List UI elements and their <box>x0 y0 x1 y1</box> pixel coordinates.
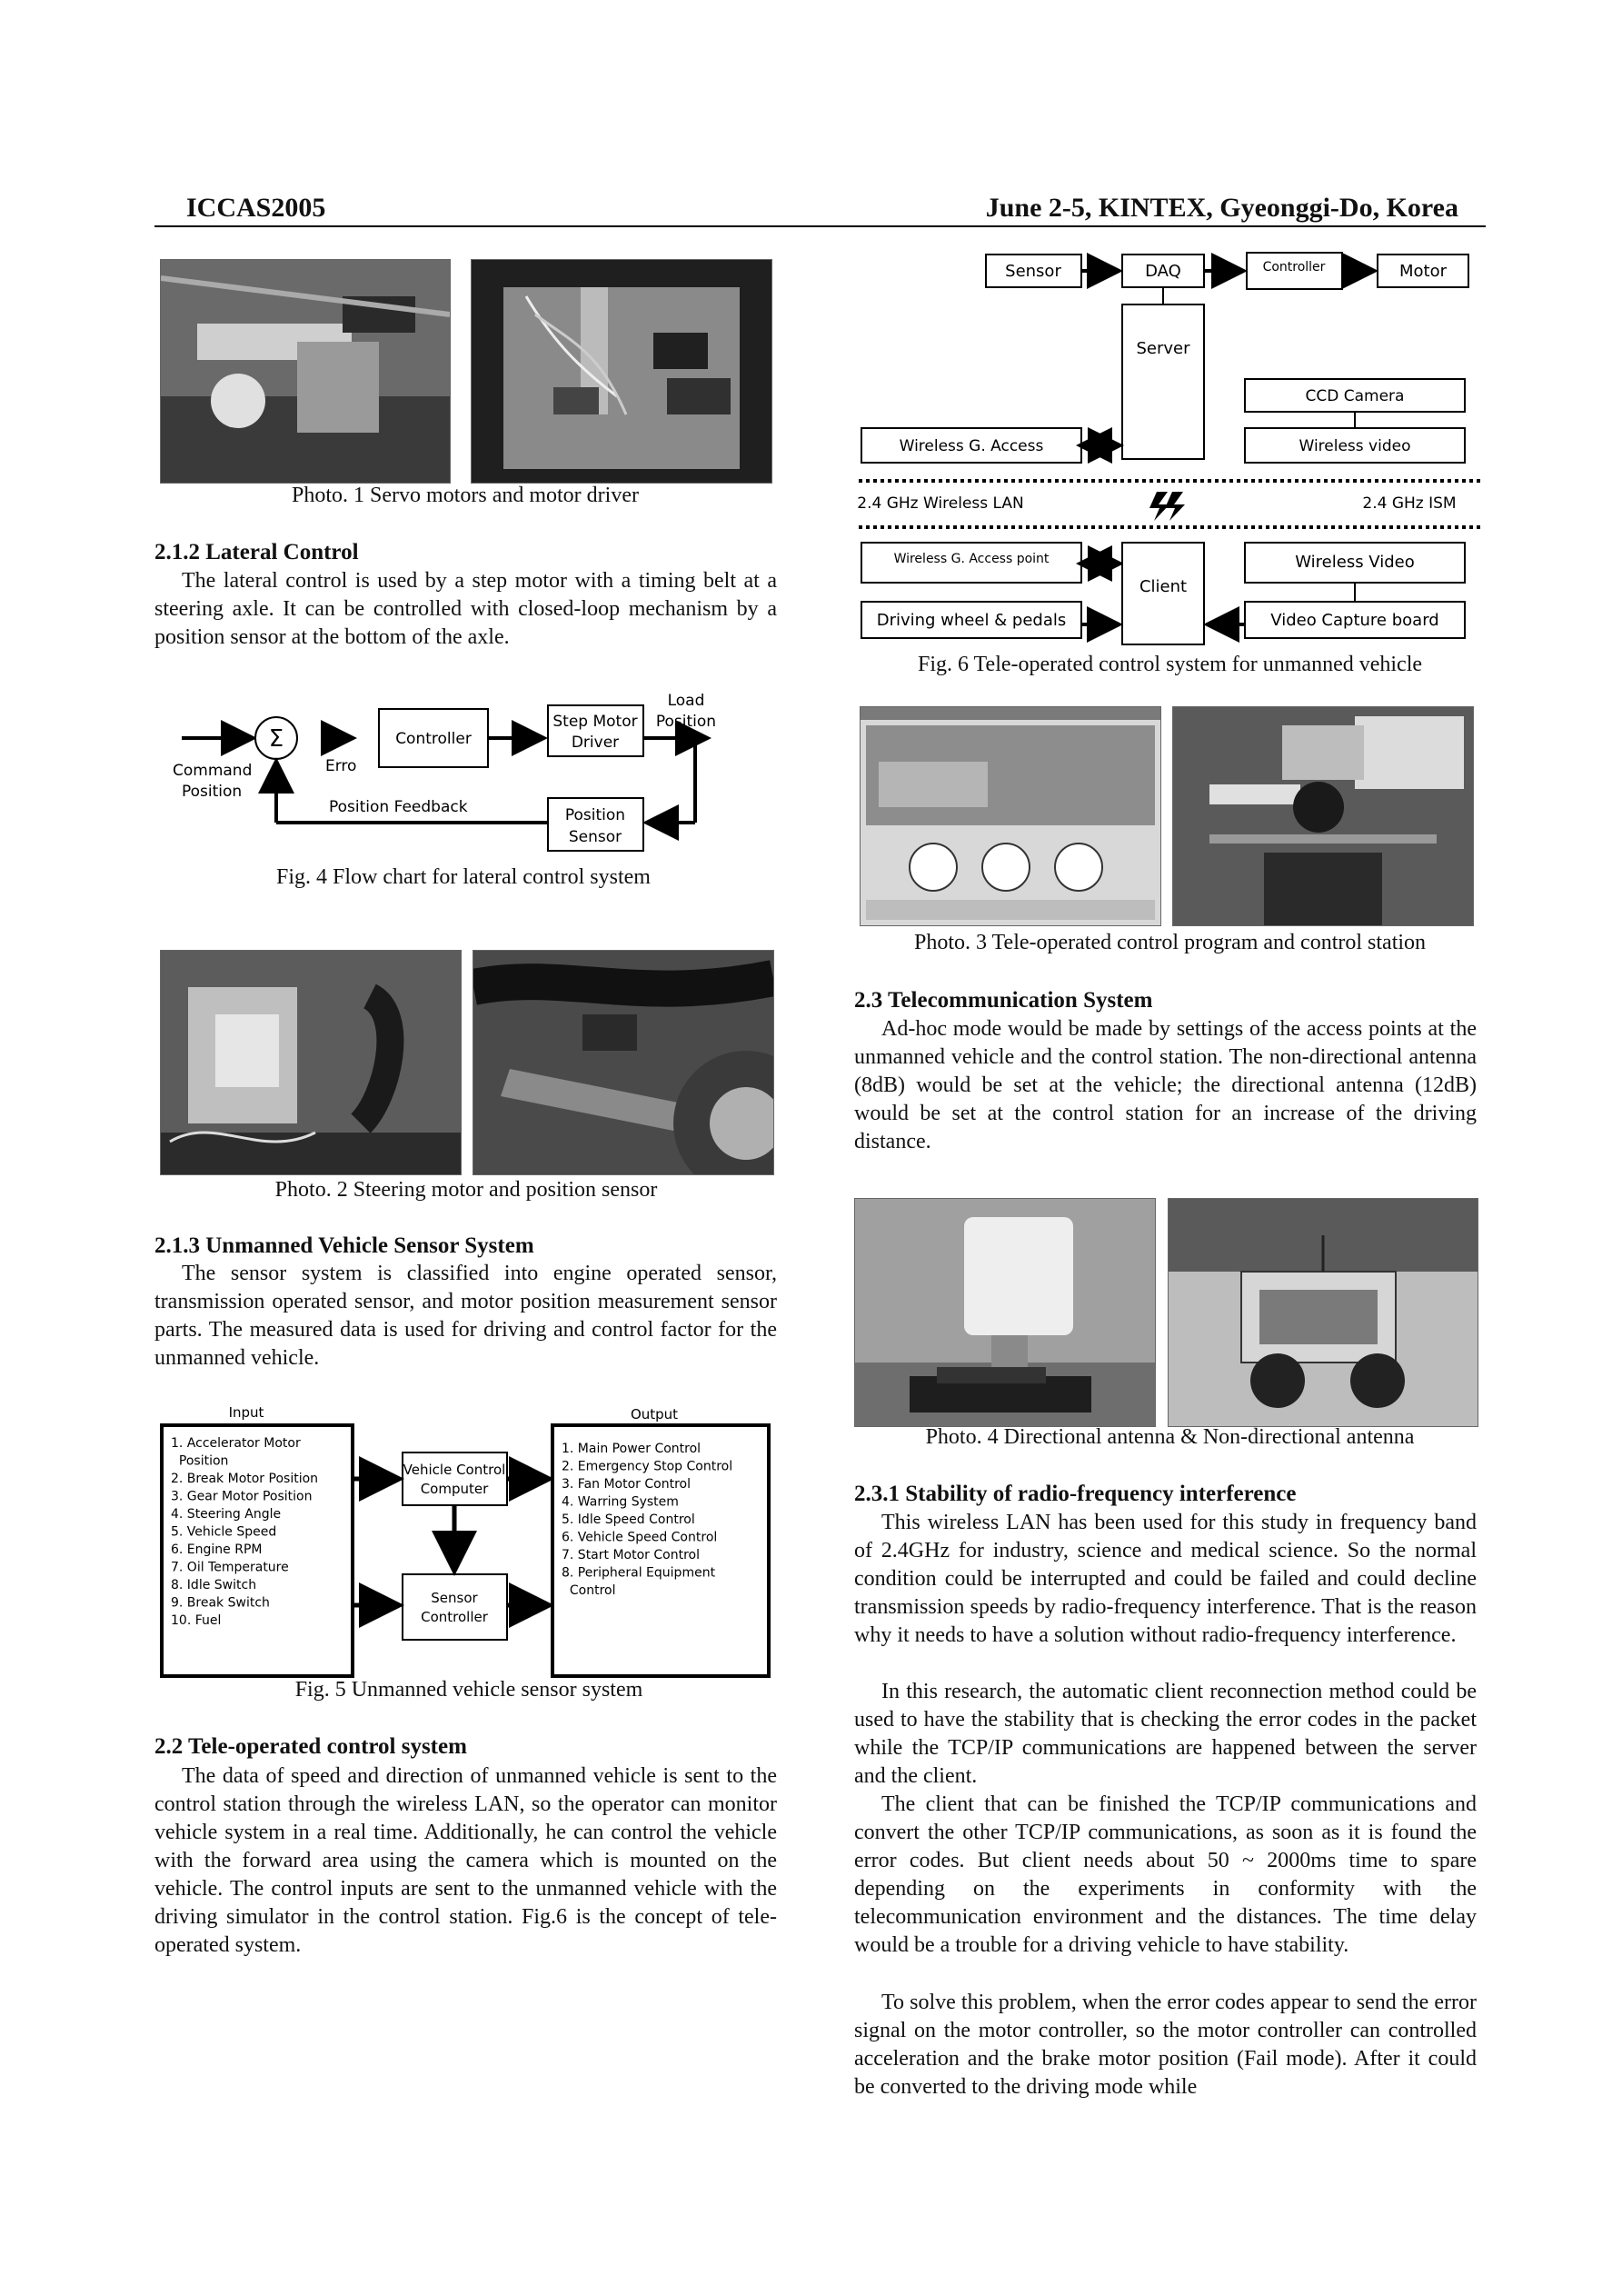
fig5-input-item: 2. Break Motor Position <box>171 1472 319 1486</box>
fig5-sensor-system-diagram <box>160 1402 778 1680</box>
photo-directional-antenna <box>854 1198 1156 1427</box>
fig5-input-item: 8. Idle Switch <box>171 1578 257 1592</box>
section-2-1-2-title: 2.1.2 Lateral Control <box>154 540 359 564</box>
photo-non-directional-antenna <box>1168 1198 1478 1427</box>
fig5-sc-label-1: Sensor <box>431 1590 478 1606</box>
fig5-input-item: Position <box>171 1453 229 1469</box>
section-2-1-3-text: The sensor system is classified into engine operated sensor, transmission operated sensor, and motor position measurement sensor parts. The measured data is used for driving and control factor for the unmanned vehicle. <box>154 1262 777 1370</box>
conference-date-venue: June 2-5, KINTEX, Gyeonggi-Do, Korea <box>985 193 1458 223</box>
fig6-video-capture-label: Video Capture board <box>1270 611 1439 630</box>
fig5-input-item: 3. Gear Motor Position <box>171 1489 313 1504</box>
fig5-input-item: 6. Engine RPM <box>171 1542 263 1557</box>
fig5-sc-label-2: Controller <box>421 1609 488 1625</box>
fig5-sensor-controller-box <box>403 1574 507 1640</box>
fig5-output-item: 6. Vehicle Speed Control <box>562 1530 718 1545</box>
section-2-3-1-title: 2.3.1 Stability of radio-frequency interference <box>854 1482 1297 1506</box>
fig4-command-label-1: Command <box>173 762 253 780</box>
fig5-output-item: 2. Emergency Stop Control <box>562 1459 733 1474</box>
fig4-step-motor-label-1: Step Motor <box>552 713 638 731</box>
fig4-load-label-1: Load <box>667 692 705 710</box>
fig5-output-item: Control <box>562 1583 616 1598</box>
section-2-3-title: 2.3 Telecommunication System <box>854 988 1153 1013</box>
fig5-input-item: 4. Steering Angle <box>171 1507 282 1522</box>
fig5-input-item: 9. Break Switch <box>171 1595 270 1611</box>
fig6-client-label: Client <box>1139 577 1188 596</box>
fig6-driving-wheel-label: Driving wheel & pedals <box>876 611 1067 630</box>
fig6-wireless-video2-label: Wireless Video <box>1295 553 1415 572</box>
fig6-daq-label: DAQ <box>1145 262 1181 281</box>
photo-position-sensor <box>473 950 774 1175</box>
fig5-caption: Fig. 5 Unmanned vehicle sensor system <box>294 1678 643 1702</box>
fig6-server-label: Server <box>1136 339 1190 358</box>
fig5-vcc-label-2: Computer <box>420 1481 489 1497</box>
photo4-caption: Photo. 4 Directional antenna & Non-directional antenna <box>925 1425 1415 1449</box>
fig4-command-label-2: Position <box>182 783 243 801</box>
fig5-vcc-label-1: Vehicle Control <box>403 1462 506 1478</box>
fig4-controller-label: Controller <box>395 730 472 748</box>
fig6-wireless-access-point-label: Wireless G. Access point <box>893 552 1050 566</box>
fig5-input-label: Input <box>228 1404 264 1421</box>
photo-control-program <box>860 706 1161 926</box>
fig5-output-item: 1. Main Power Control <box>562 1442 702 1456</box>
section-2-3-1-para-4: To solve this problem, when the error codes appear to send the error signal on the motor controller, so the motor controller can controlled acceleration and the brake motor position (Fail mode). After it could be converted to the driving mode while <box>854 1991 1477 2099</box>
photo-motor-driver <box>471 259 772 484</box>
photo2-caption: Photo. 2 Steering motor and position sensor <box>274 1178 658 1202</box>
fig4-step-motor-label-2: Driver <box>571 734 620 752</box>
fig4-lateral-control-flowchart <box>154 680 772 854</box>
fig6-server-box <box>1122 304 1204 459</box>
fig5-input-item: 1. Accelerator Motor <box>171 1436 301 1451</box>
section-2-3-1-para-1: This wireless LAN has been used for this study in frequency band of 2.4GHz for industry, science and medical science. So the normal condition could be interrupted and could be failed and could decline transmission speeds by radio-frequency interference. That is the reason why it needs to have a solution without radio-frequency interference. <box>854 1511 1477 1647</box>
fig6-motor-label: Motor <box>1398 262 1448 281</box>
fig4-position-sensor-label-1: Position <box>564 806 626 824</box>
section-2-2-title: 2.2 Tele-operated control system <box>154 1734 467 1759</box>
fig6-tele-operated-system-diagram <box>854 250 1486 659</box>
photo-steering-motor <box>160 950 462 1175</box>
header-rule <box>154 225 1486 227</box>
section-2-1-2-text: The lateral control is used by a step motor with a timing belt at a steering axle. It can be controlled with closed-loop mechanism by a position sensor at the bottom of the axle. <box>154 569 777 649</box>
photo3-caption: Photo. 3 Tele-operated control program and control station <box>913 931 1427 954</box>
photo1-caption: Photo. 1 Servo motors and motor driver <box>292 484 639 507</box>
fig5-output-item: 4. Warring System <box>562 1494 679 1510</box>
section-2-3-1-para-2: In this research, the automatic client reconnection method could be used to have the stability that is checking the error codes in the packet while the TCP/IP communications are happened between the server and the client. <box>854 1680 1477 1788</box>
fig4-error-label: Erro <box>325 757 357 775</box>
fig6-controller-label: Controller <box>1262 260 1326 275</box>
fig5-input-item: 5. Vehicle Speed <box>171 1524 277 1540</box>
fig5-input-item: 10. Fuel <box>171 1613 222 1628</box>
fig5-output-item: 5. Idle Speed Control <box>562 1512 695 1527</box>
fig6-lan-label: 2.4 GHz Wireless LAN <box>857 494 1024 513</box>
fig5-input-item: 7. Oil Temperature <box>171 1560 289 1575</box>
photo-servo-motors <box>160 259 451 484</box>
fig6-wireless-video-label: Wireless video <box>1299 437 1411 455</box>
fig5-output-item: 7. Start Motor Control <box>562 1548 700 1562</box>
fig4-load-label-2: Position <box>655 713 717 731</box>
fig4-feedback-label: Position Feedback <box>329 798 468 816</box>
section-2-3-1-para-3: The client that can be finished the TCP/IP communications and convert the other TCP/IP communications, as soon as it is found the error codes. But client needs about 50 ~ 2000ms time to spare depending on the experiments in conformity with the telecommunication environment and the distances. The time delay would be a trouble for a driving vehicle to have stability. <box>854 1792 1477 1957</box>
fig6-wireless-signal-icon <box>1149 492 1185 521</box>
section-2-3-text: Ad-hoc mode would be made by settings of the access points at the unmanned vehicle and the control station. The non-directional antenna (8dB) would be set at the vehicle; the directional antenna (12dB) would be set at the control station for an increase of the driving distance. <box>854 1017 1477 1153</box>
fig6-caption: Fig. 6 Tele-operated control system for unmanned vehicle <box>917 653 1423 676</box>
section-2-1-3-title: 2.1.3 Unmanned Vehicle Sensor System <box>154 1233 534 1258</box>
fig5-vehicle-control-computer-box <box>403 1452 507 1505</box>
fig6-sensor-label: Sensor <box>1005 262 1061 281</box>
fig5-output-item: 3. Fan Motor Control <box>562 1477 691 1492</box>
fig4-sigma: Σ <box>268 725 284 753</box>
conference-name: ICCAS2005 <box>186 193 326 223</box>
section-2-2-text: The data of speed and direction of unmanned vehicle is sent to the control station through the wireless LAN, so the operator can monitor vehicle system in a real time. Additionally, he can control the vehicle with the forward area using the camera which is mounted on the vehicle. The control inputs are sent to the unmanned vehicle with the driving simulator in the control station. Fig.6 is the concept of tele-operated system. <box>154 1764 777 1957</box>
fig5-output-item: 8. Peripheral Equipment <box>562 1565 716 1581</box>
fig6-ccd-camera-label: CCD Camera <box>1305 387 1405 405</box>
fig4-position-sensor-label-2: Sensor <box>568 828 622 846</box>
fig6-wireless-access-label: Wireless G. Access <box>899 437 1044 455</box>
fig5-output-label: Output <box>630 1406 679 1423</box>
fig6-ism-label: 2.4 GHz ISM <box>1362 494 1457 513</box>
fig4-caption: Fig. 4 Flow chart for lateral control system <box>276 865 651 889</box>
photo-control-station <box>1172 706 1474 926</box>
